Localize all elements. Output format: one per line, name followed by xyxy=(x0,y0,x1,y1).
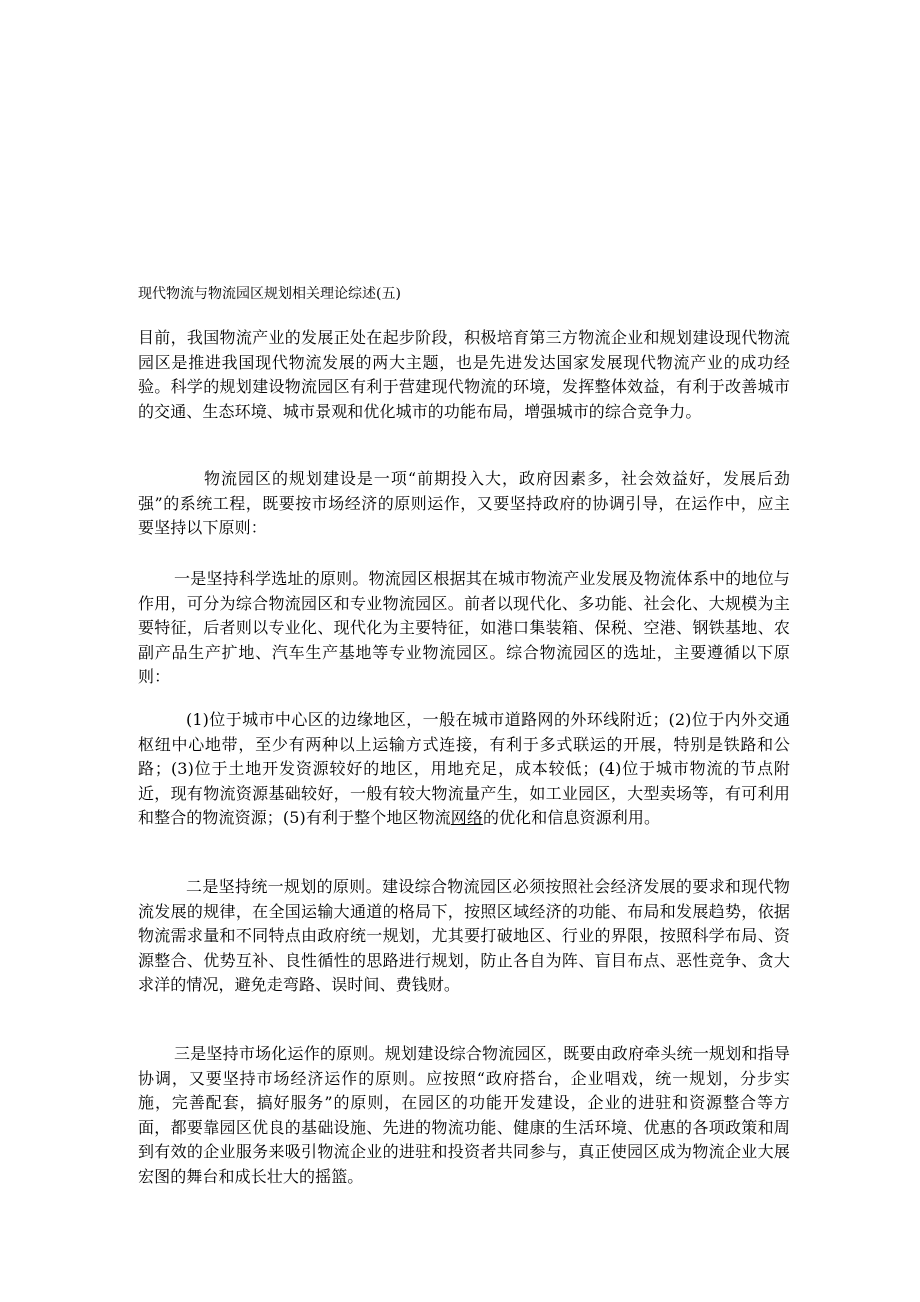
paragraph-unified-planning: 二是坚持统一规划的原则。建设综合物流园区必须按照社会经济发展的要求和现代物流发展的规律，在全国运输大通道的格局下，按照区域经济的功能、布局和发展趋势，依据物流需求量和不同特点由政府统一规划，尤其要打破地区、行业的界限，按照科学布局、资源整合、优势互补、良性循性的思路进行规划，防止各自为阵、盲目布点、恶性竞争、贪大求洋的情况，避免走弯路、误时间、费钱财。 xyxy=(138,877,790,994)
network-link[interactable]: 网络 xyxy=(450,808,483,827)
document-title: 现代物流与物流园区规划相关理论综述(五) xyxy=(138,286,401,302)
paragraph-market-operation: 三是坚持市场化运作的原则。规划建设综合物流园区，既要由政府牵头统一规划和指导协调，又要坚持市场经济运作的原则。应按照“政府搭台，企业唱戏，统一规划，分步实施，完善配套，搞好服务”的原则，在园区的功能开发建设，企业的进驻和资源整合等方面，都要靠园区优良的基础设施、先进的物流功能、健康的生活环境、优惠的各项政策和周到有效的企业服务来吸引物流企业的进驻和投资者共同参与，真正使园区成为物流企业大展宏图的舞台和成长壮大的摇篮。 xyxy=(138,1044,790,1186)
paragraph-principles-intro: 物流园区的规划建设是一项“前期投入大，政府因素多，社会效益好，发展后劲强”的系统工程，既要按市场经济的原则运作，又要坚持政府的协调引导，在运作中，应主要坚持以下原则： xyxy=(138,469,790,537)
paragraph-intro: 目前，我国物流产业的发展正处在起步阶段，积极培育第三方物流企业和规划建设现代物流园区是推进我国现代物流发展的两大主题，也是先进发达国家发展现代物流产业的成功经验。科学的规划建设物流园区有利于营建现代物流的环境，发挥整体效益，有利于改善城市的交通、生态环境、城市景观和优化城市的功能布局，增强城市的综合竞争力。 xyxy=(138,328,790,421)
location-criteria-text: (1)位于城市中心区的边缘地区，一般在城市道路网的外环线附近；(2)位于内外交通枢纽中心地带，至少有两种以上运输方式连接，有利于多式联运的开展，特别是铁路和公路；(3)位于土地开发资源较好的地区，用地充足，成本较低；(4)位于城市物流的节点附近，现有物流资源基础较好，一般有较大物流量产生，如工业园区，大型卖场等，有可利用和整合的物流资源；(5)有利于整个地区物流 xyxy=(138,710,790,827)
paragraph-site-selection: 一是坚持科学选址的原则。物流园区根据其在城市物流产业发展及物流体系中的地位与作用，可分为综合物流园区和专业物流园区。前者以现代化、多功能、社会化、大规模为主要特征，后者则以专业化、现代化为主要特征，如港口集装箱、保税、空港、钢铁基地、农副产品生产扩地、汽车生产基地等专业物流园区。综合物流园区的选址，主要遵循以下原则： xyxy=(138,569,790,686)
location-criteria-text-end: 的优化和信息资源利用。 xyxy=(482,808,661,827)
paragraph-location-criteria xyxy=(138,708,790,831)
